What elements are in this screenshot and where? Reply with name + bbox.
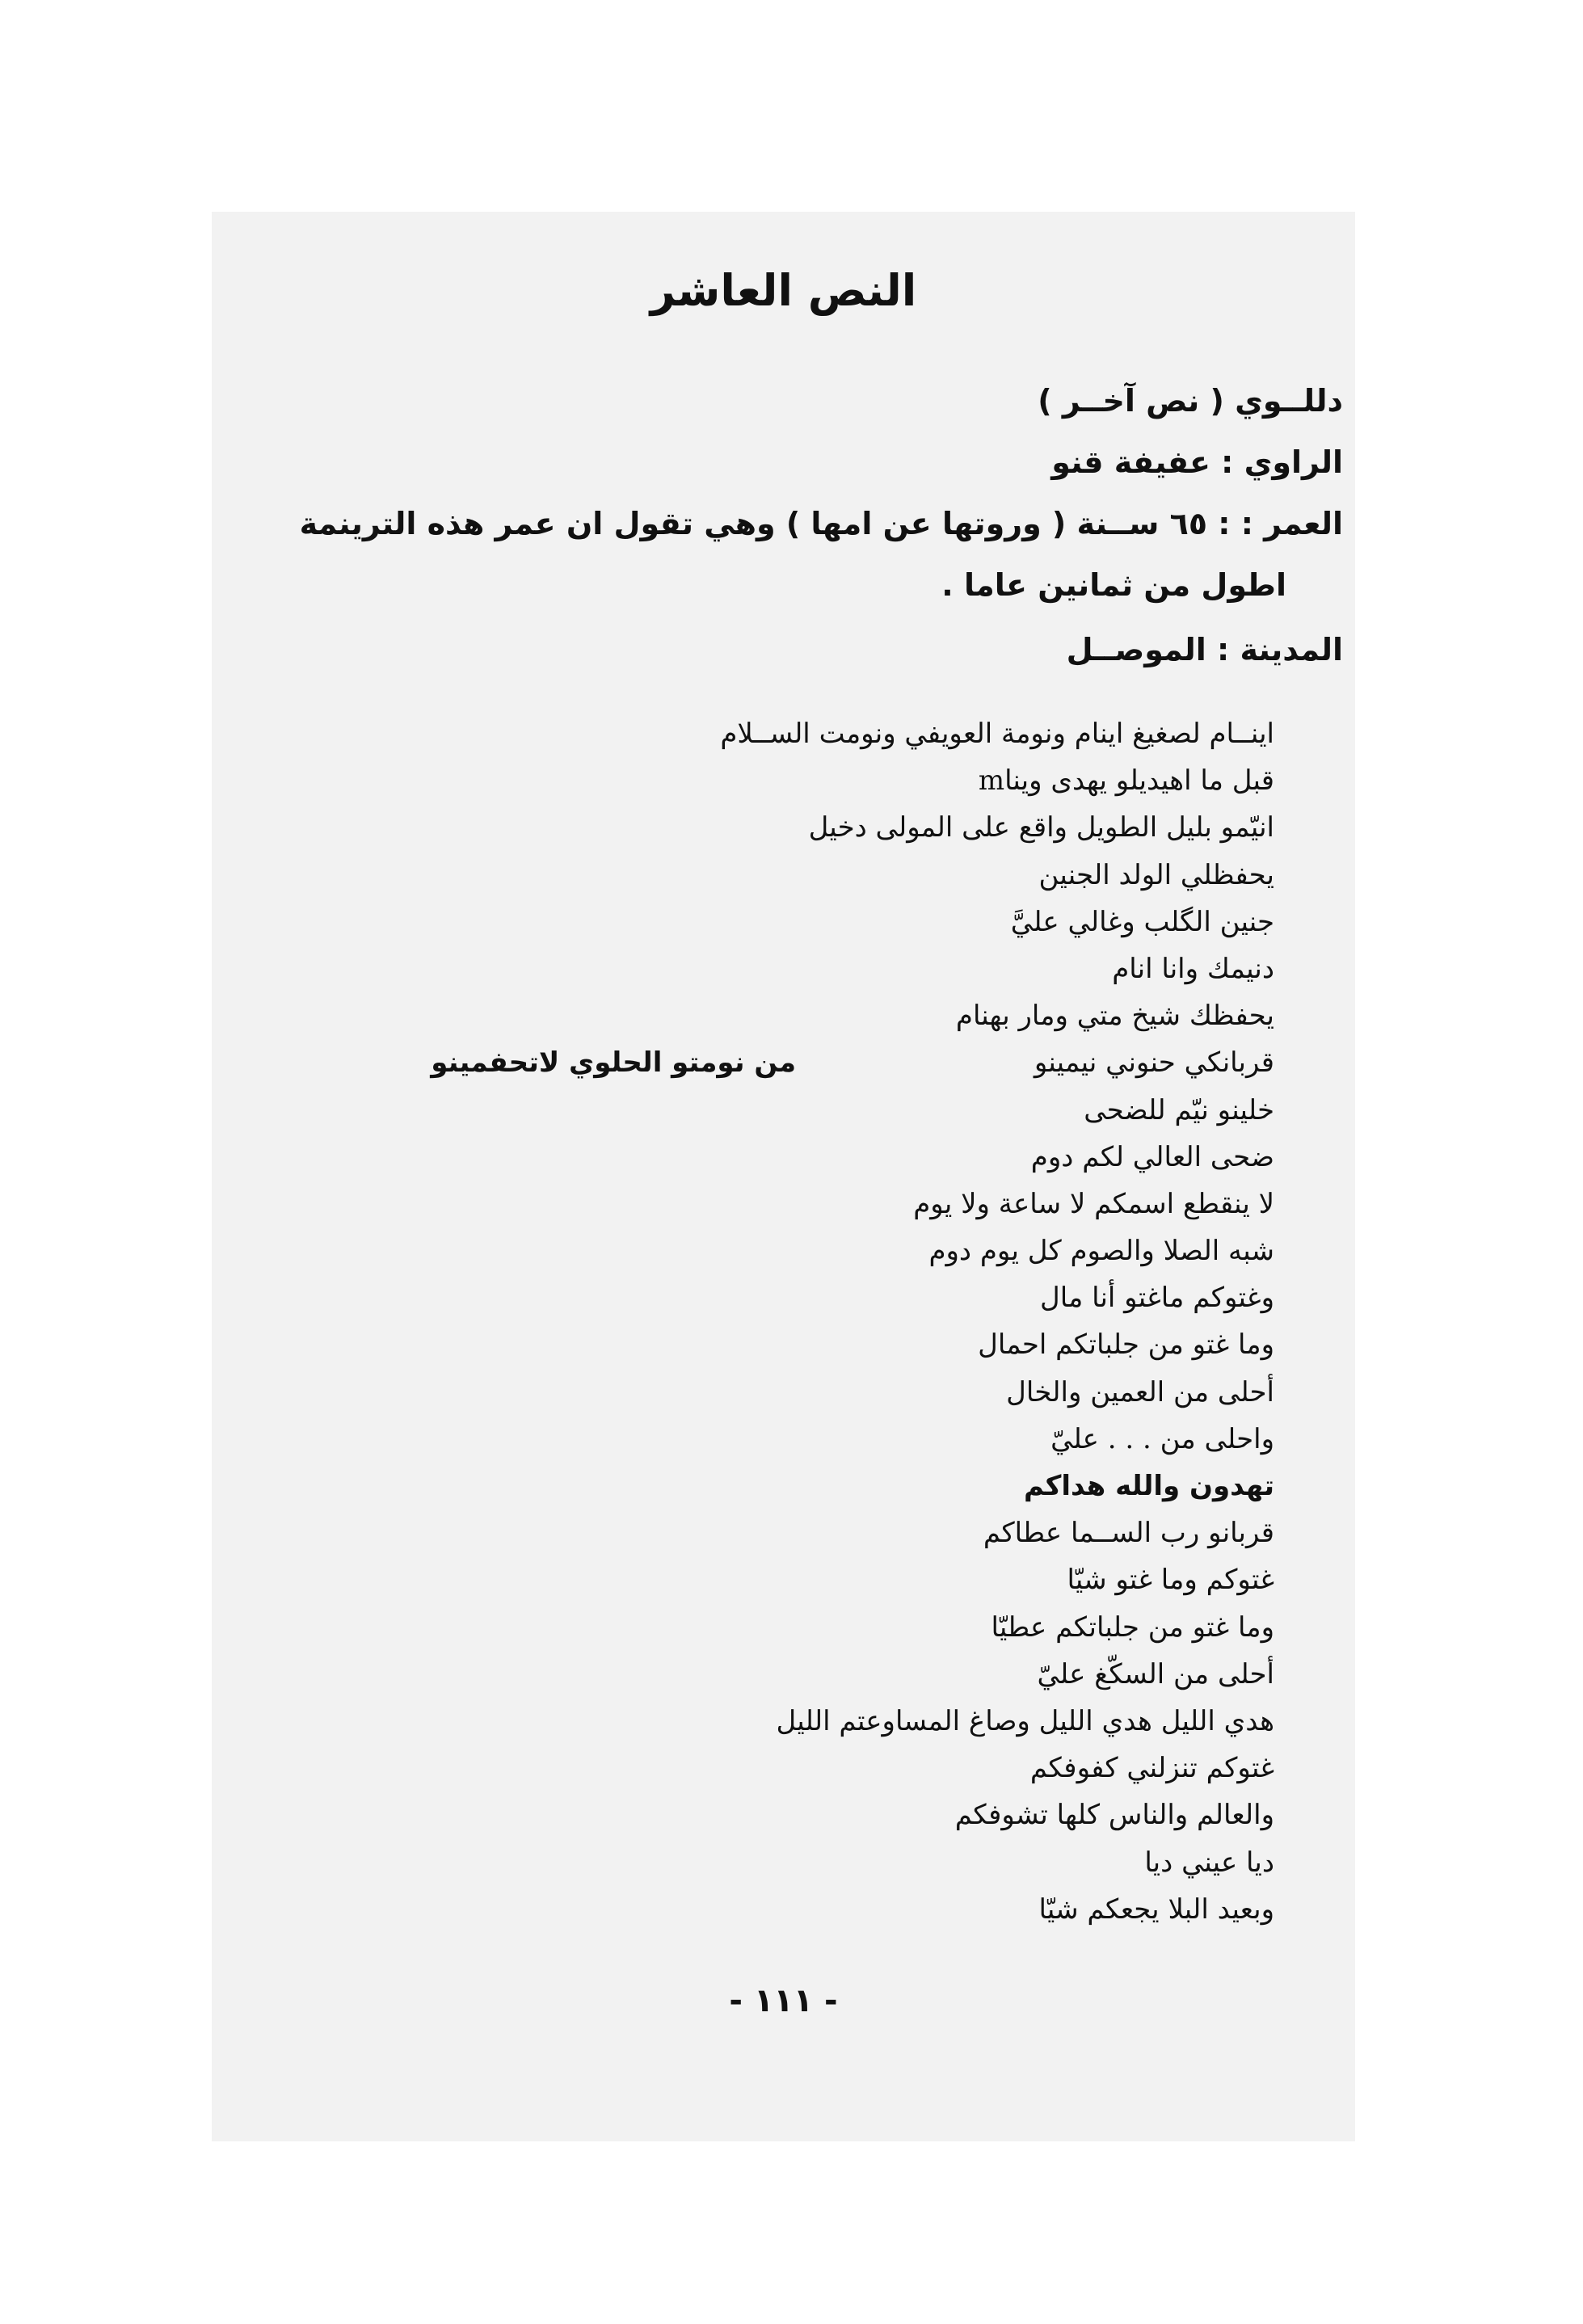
age-line-continued: اطول من ثمانين عاما . xyxy=(941,567,1286,603)
city: المدينة : الموصــل xyxy=(1066,632,1343,667)
page-number: - ١١١ - xyxy=(729,1982,838,2019)
verse-line: ديا عيني ديا xyxy=(1144,1846,1274,1879)
verse-line: خلينو نيّم للضحى xyxy=(1084,1093,1274,1126)
verse-line: شبه الصلا والصوم كل يوم دوم xyxy=(928,1235,1274,1268)
verse-line: جنين الگلب وغالي عليَّ xyxy=(1010,905,1274,938)
side-note: من نومتو الحلوي لاتحفمينو xyxy=(431,1046,796,1080)
lullaby-text xyxy=(224,710,1274,1933)
verse-line: دنيمك وانا انام xyxy=(1112,952,1274,985)
verse-line: هدي الليل هدي الليل وصاغ المساوعتم الليل xyxy=(776,1704,1274,1737)
verse-line: قبل ما اهيديلو يهدى ويناm xyxy=(978,764,1274,798)
verse-line: وما غتو من جلباتكم عطيّا xyxy=(991,1610,1274,1644)
verse-line: يحفظلي الولد الجنين xyxy=(1038,858,1274,891)
verse-line: لا ينقطع اسمكم لا ساعة ولا يوم xyxy=(913,1187,1274,1220)
verse-line: اينــام لصغيغ اينام ونومة العويفي ونومت الســلام xyxy=(720,718,1274,750)
verse-line: قربانكي حنوني نيمينو xyxy=(1034,1046,1274,1080)
narrator: الراوي : عفيفة قنو xyxy=(1051,444,1343,480)
verse-line-with-note xyxy=(224,1039,1274,1086)
song-name: دللــوي ( نص آخــر ) xyxy=(1038,383,1343,419)
verse-line: ضحى العالي لكم دوم xyxy=(1030,1140,1274,1173)
verse-line: وبعيد البلا يجعكم شيّا xyxy=(1038,1892,1274,1926)
verse-line: قربانو رب الســما عطاكم xyxy=(983,1517,1274,1550)
verse-line: واحلى من . . . عليّ xyxy=(1050,1422,1274,1455)
song-metadata xyxy=(228,370,1343,680)
verse-line: وما غتو من جلباتكم احمال xyxy=(978,1328,1274,1362)
verse-line: وغتوكم ماغتو أنا مال xyxy=(1040,1282,1274,1315)
verse-line: يحفظك شيخ متي ومار بهنام xyxy=(955,1000,1274,1033)
verse-line: غتوكم تنزلني كفوفكم xyxy=(1029,1752,1274,1785)
verse-line: أحلى من السكّغ عليّ xyxy=(1037,1657,1274,1690)
age-line: العمر : : ٦٥ ســنة ( وروتها عن امها ) وهي تقول ان عمر هذه الترينمة xyxy=(299,506,1343,541)
verse-line: غتوكم وما غتو شيّا xyxy=(1067,1564,1274,1597)
verse-line: والعالم والناس كلها تشوفكم xyxy=(954,1799,1274,1832)
verse-line: تهدون والله هداكم xyxy=(1023,1470,1274,1502)
verse-line: انيّمو بليل الطويل واقع على المولى دخيل xyxy=(808,811,1274,844)
page-title: النص العاشر xyxy=(650,265,917,316)
verse-line: أحلى من العمين والخال xyxy=(1006,1375,1274,1408)
document-page xyxy=(212,212,1355,2141)
